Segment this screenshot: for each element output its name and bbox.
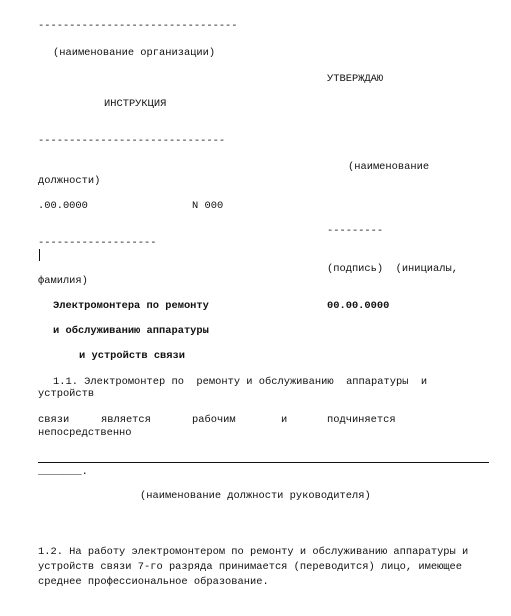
approve-date: 00.00.0000 xyxy=(327,300,390,312)
word: связи xyxy=(38,414,70,426)
document-type: ИНСТРУКЦИЯ xyxy=(104,98,167,110)
org-name-blank: -------------------------------- xyxy=(38,20,238,32)
word: является xyxy=(101,414,151,426)
position-blank: ------------------------------ xyxy=(38,135,226,147)
document-date: .00.0000 xyxy=(38,200,88,212)
text-cursor[interactable] xyxy=(39,249,40,261)
paragraph-1-2-line-2: устройств связи 7-го разряда принимается (переводится) лицо, имеющее xyxy=(38,561,463,573)
instruction-title-line-1: Электромонтера по ремонту xyxy=(53,300,209,312)
position-caption-cont: должности) xyxy=(38,175,101,187)
paragraph-1-2-line-1: 1.2. На работу электромонтером по ремонту и обслуживанию аппаратуры и xyxy=(38,546,469,558)
manager-position-line-end: _______. xyxy=(38,466,88,478)
word: и xyxy=(281,414,288,426)
paragraph-1-1-line-2: устройств xyxy=(38,388,95,400)
manager-position-line xyxy=(38,462,489,463)
org-name-caption: (наименование организации) xyxy=(53,47,216,59)
manager-position-caption: (наименование должности руководителя) xyxy=(140,490,371,502)
surname-caption: фамилия) xyxy=(38,275,88,287)
approve-title: УТВЕРЖДАЮ xyxy=(327,73,384,85)
signature-left-blank: ------------------- xyxy=(38,237,157,249)
paragraph-1-2-line-3: среднее профессиональное образование. xyxy=(38,576,269,588)
word: рабочим xyxy=(192,414,236,426)
position-caption: (наименование xyxy=(348,161,430,173)
document-number: N 000 xyxy=(192,200,224,212)
signature-caption: (подпись) (инициалы, xyxy=(327,263,458,275)
instruction-title-line-3: и устройств связи xyxy=(79,350,186,362)
paragraph-1-1-line-1: 1.1. Электромонтер по ремонту и обслуживанию аппаратуры и xyxy=(53,376,428,388)
paragraph-1-1-line-4: непосредственно xyxy=(38,427,132,439)
instruction-title-line-2: и обслуживанию аппаратуры xyxy=(53,325,209,337)
word: подчиняется xyxy=(327,414,396,426)
signature-blank: --------- xyxy=(327,225,384,237)
